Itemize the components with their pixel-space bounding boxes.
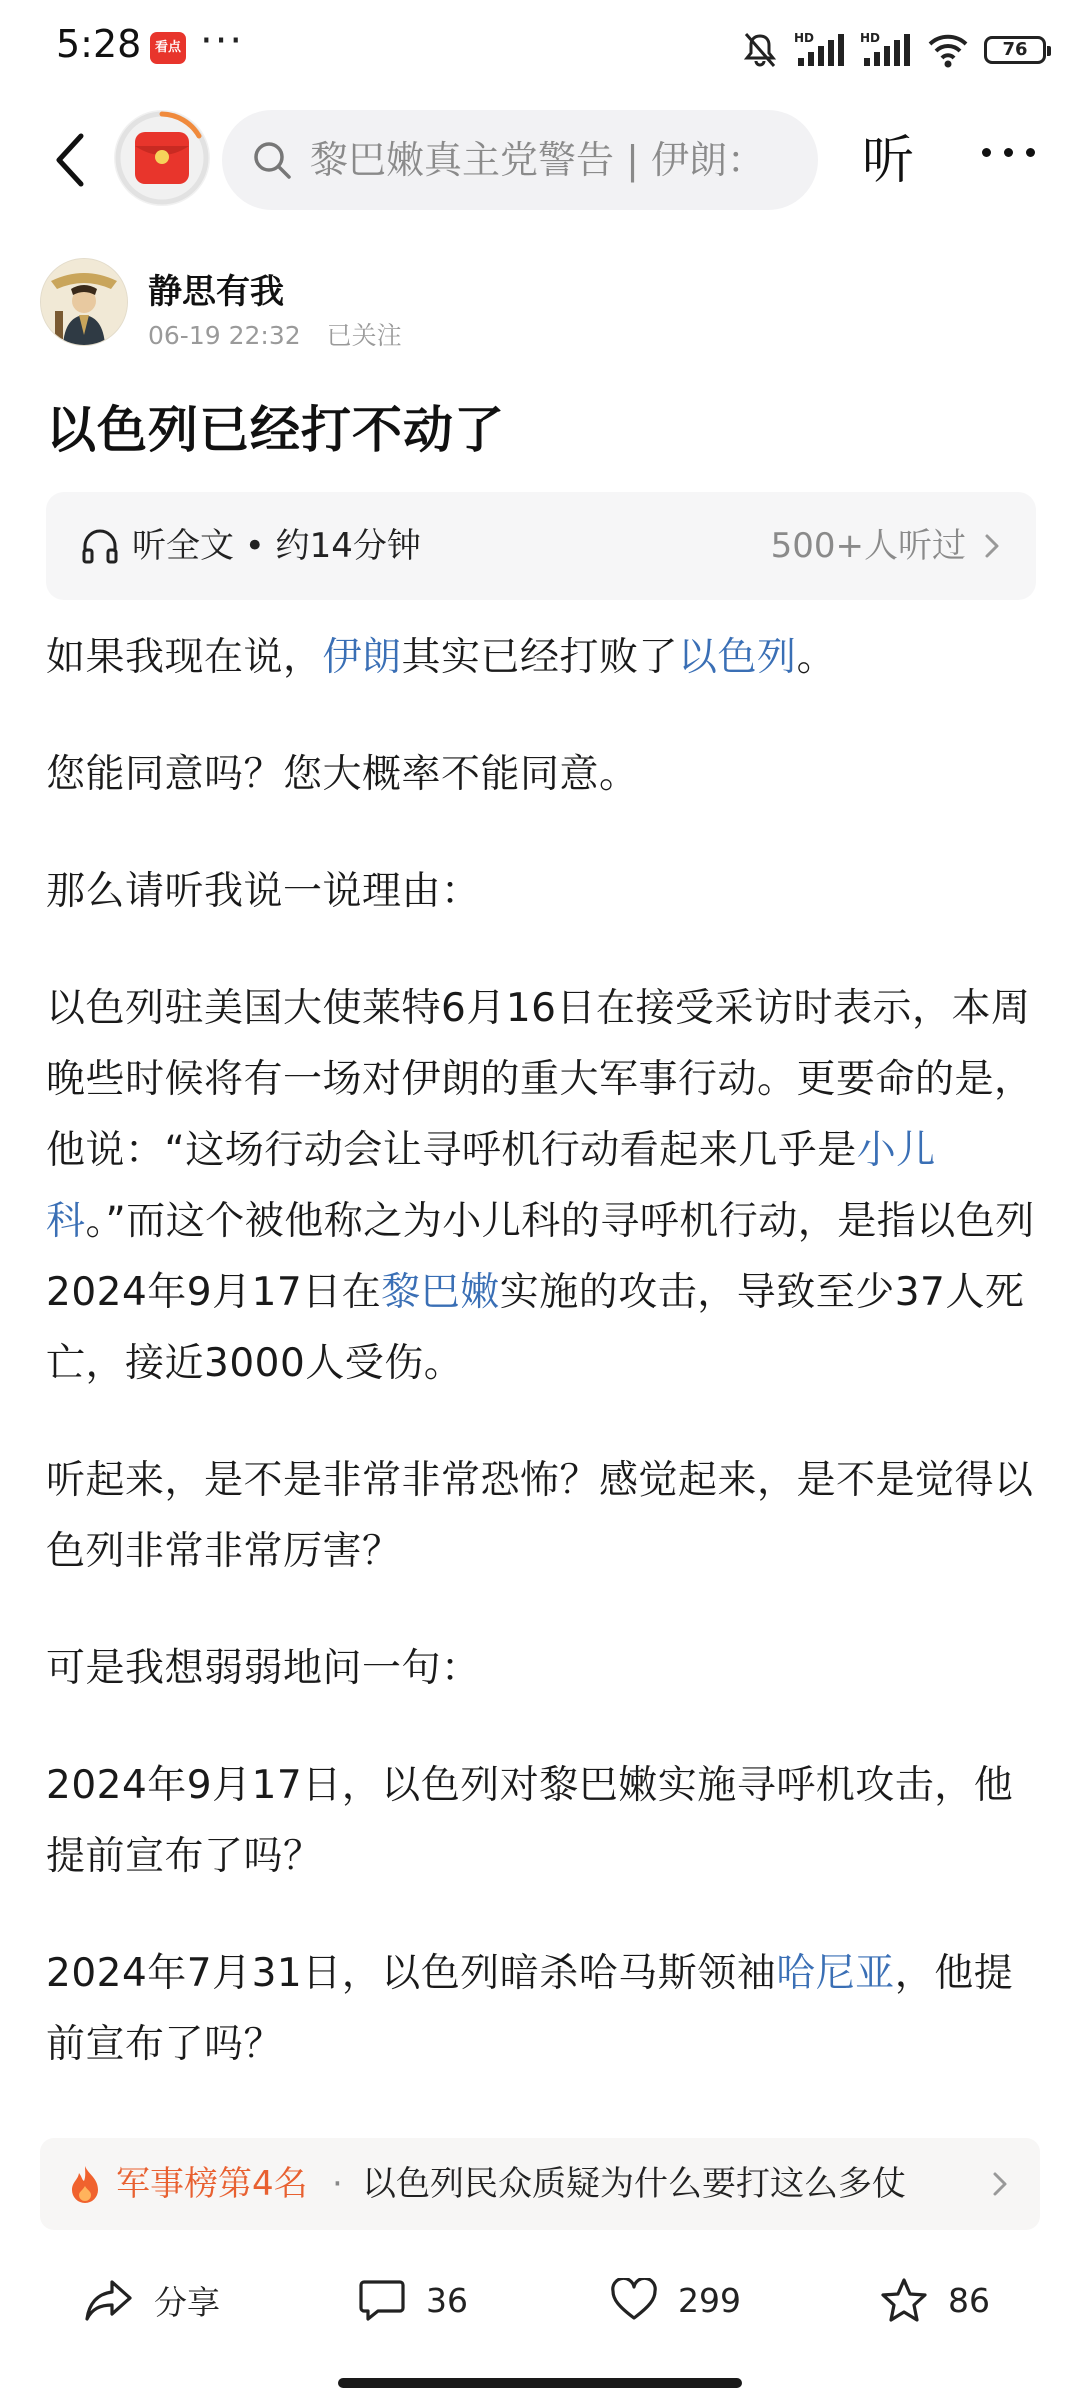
paragraph: 那么请听我说一说理由： [46, 869, 481, 914]
paragraph: 您能同意吗？您大概率不能同意。 [46, 752, 639, 797]
status-time: 5:28 [56, 22, 142, 66]
author-avatar[interactable] [40, 258, 128, 346]
listen-button[interactable]: 听 [862, 131, 915, 191]
like-button[interactable] [610, 2240, 741, 2360]
search-icon [252, 140, 292, 180]
signal-1-icon [794, 30, 846, 70]
publish-date: 06-19 22:32 [148, 321, 301, 350]
share-icon [84, 2278, 134, 2322]
wifi-icon [926, 30, 970, 70]
like-count: 299 [678, 2280, 741, 2320]
signal-2-icon [860, 30, 912, 70]
separator-dot: · [332, 2164, 343, 2204]
mute-icon [740, 30, 780, 70]
text-run: 其实已经打败了 [401, 635, 679, 680]
star-icon [880, 2277, 928, 2323]
favorite-count: 86 [948, 2280, 990, 2320]
app-logo-button[interactable] [114, 110, 210, 206]
listen-label: 听全文 • 约14分钟 [132, 526, 421, 566]
entity-link[interactable]: 以色列 [678, 635, 797, 680]
comment-icon [358, 2278, 406, 2322]
article-title: 以色列已经打不动了 [46, 401, 505, 459]
text-run: 以色列驻美国大使莱特6月16日在接受采访时表示，本周晚些时候将有一场对伊朗的重大军事行动。更要命的是，他说：“这场行动会让寻呼机行动看起来几乎是 [46, 986, 1034, 1173]
hot-rank-banner[interactable] [40, 2138, 1040, 2230]
paragraph [46, 622, 1036, 693]
paragraph: 听起来，是不是非常非常恐怖？感觉起来，是不是觉得以色列非常非常厉害？ [46, 1458, 1034, 1574]
article-body [46, 622, 1036, 2120]
hot-rank-title: 以色列民众质疑为什么要打这么多仗 [362, 2164, 906, 2204]
hd-label-2: HD [860, 31, 881, 45]
hot-rank-label: 军事榜第4名 [116, 2164, 308, 2204]
home-indicator[interactable] [338, 2378, 742, 2388]
text-run: 如果我现在说， [46, 635, 323, 680]
author-name[interactable]: 静思有我 [148, 272, 284, 312]
text-run: 2024年7月31日，以色列暗杀哈马斯领袖 [46, 1951, 777, 1996]
hd-label-1: HD [794, 31, 815, 45]
paragraph: 2024年9月17日，以色列对黎巴嫩实施寻呼机攻击，他提前宣布了吗？ [46, 1763, 1014, 1879]
search-placeholder: 黎巴嫩真主党警告 | 伊朗： [310, 138, 765, 182]
listen-full-text-card[interactable] [46, 492, 1036, 600]
text-run: 。”而这个被他称之为小儿科的寻呼机行动，是指以色列2024年9月17日在 [46, 1199, 1035, 1315]
status-bar [0, 0, 1080, 100]
more-notifications-icon: ··· [200, 18, 245, 64]
author-meta [148, 316, 402, 352]
bottom-action-bar [0, 2240, 1080, 2360]
battery-indicator: 76 [984, 36, 1046, 64]
status-icons [740, 30, 1046, 70]
app-notification-icon: 看点 [150, 32, 186, 64]
comment-count: 36 [426, 2280, 468, 2320]
author-info [40, 258, 1040, 358]
search-bar[interactable] [222, 110, 818, 210]
back-arrow-icon [53, 130, 87, 190]
more-options-icon[interactable] [980, 144, 1036, 160]
entity-link[interactable]: 伊朗 [322, 635, 402, 680]
favorite-button[interactable] [880, 2240, 990, 2360]
entity-link[interactable]: 哈尼亚 [776, 1951, 895, 1996]
entity-link[interactable]: 黎巴嫩 [381, 1270, 500, 1315]
top-nav-bar [0, 100, 1080, 220]
listen-count: 500+人听过 [770, 526, 966, 566]
red-envelope-icon [133, 130, 191, 186]
text-run: 实施的攻击，导致至少37人死亡，接近3000人受伤。 [46, 1270, 1025, 1386]
flame-icon [68, 2164, 102, 2204]
chevron-right-icon [990, 2170, 1010, 2198]
heart-icon [610, 2278, 658, 2322]
paragraph: 可是我想弱弱地问一句： [46, 1646, 481, 1691]
chevron-right-icon [982, 532, 1002, 560]
back-button[interactable] [40, 122, 100, 198]
follow-status[interactable]: 已关注 [326, 321, 402, 350]
share-label: 分享 [154, 2282, 220, 2322]
text-run: 。 [796, 635, 837, 680]
paragraph [46, 973, 1036, 1399]
text-run: ，他提前宣布了吗？ [46, 1951, 1014, 2067]
share-button[interactable] [84, 2240, 220, 2360]
comment-button[interactable] [358, 2240, 468, 2360]
avatar-image [41, 259, 127, 345]
headphones-icon [80, 526, 120, 566]
entity-link[interactable]: 小儿科 [46, 1128, 936, 1244]
paragraph [46, 1938, 1036, 2080]
